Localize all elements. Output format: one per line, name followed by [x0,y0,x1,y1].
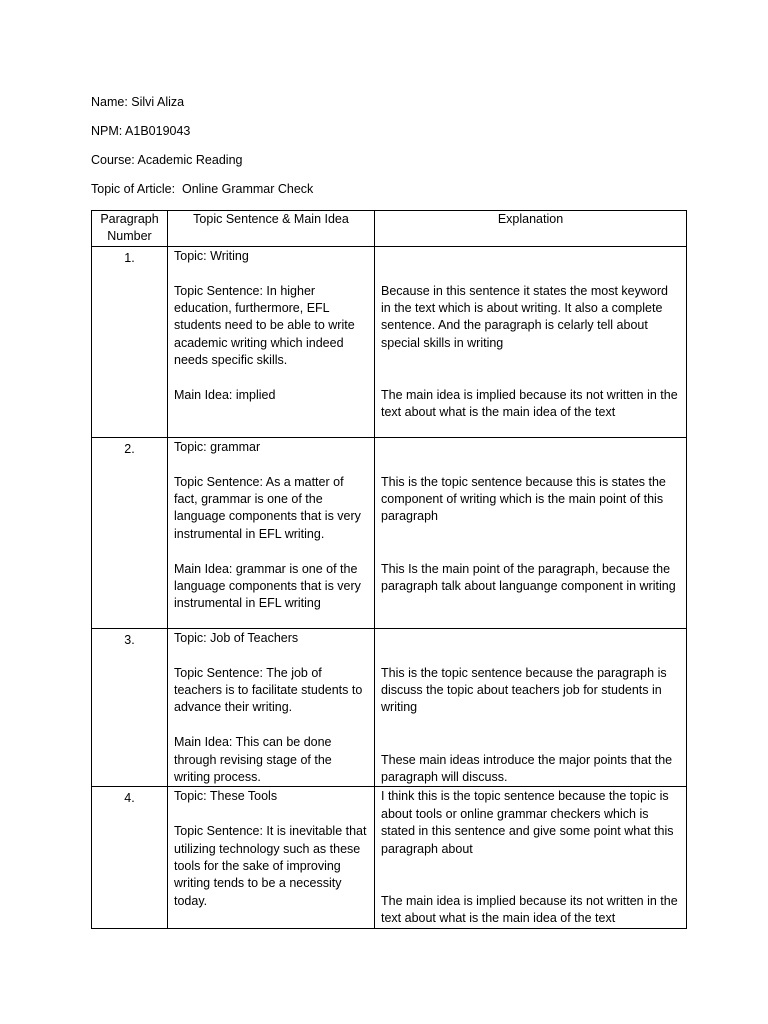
explanation-cell [375,628,687,787]
main-idea-text: Main Idea: implied [174,388,276,403]
header-topic-sentence-main-idea: Topic Sentence & Main Idea [168,211,375,247]
article-topic: Topic of Article: Online Grammar Check [91,182,314,196]
topic-sentence-text: Topic Sentence: The job of teachers is to facilitate students to advance their writing. [174,665,363,715]
topic-cell [168,437,375,628]
explanation-cell [375,246,687,437]
explanation-main-idea-text: The main idea is implied because its not written in the text about what is the main idea of the text [381,893,678,926]
header-paragraph-number: Paragraph Number [92,211,168,247]
explanation-main-idea-text: This Is the main point of the paragraph, because the paragraph talk about languange component in writing [381,561,676,593]
explanation-cell [375,787,687,928]
topic-sentence-text: Topic Sentence: In higher education, furthermore, EFL students need to be able to write academic writing which indeed needs specific skills. [174,283,355,368]
main-idea-text: Main Idea: grammar is one of the language components that is very instrumental in EFL writing [174,561,361,611]
topic-text: Topic: These Tools [174,789,278,804]
table-row [92,437,687,628]
table-row [92,787,687,928]
paragraph-number: 2. [92,437,168,628]
topic-text: Topic: Job of Teachers [174,630,299,645]
paragraph-number: 1. [92,246,168,437]
topic-text: Topic: grammar [174,439,261,454]
explanation-topic-text: This is the topic sentence because this is states the component of writing which is the main point of this paragraph [381,474,666,524]
explanation-topic-text: Because in this sentence it states the most keyword in the text which is about writing. It also a complete sentence. And the paragraph is celarly tell about special skills in writing [381,283,668,350]
main-idea-text: Main Idea: This can be done through revising stage of the writing process. [174,735,332,785]
table-row [92,246,687,437]
explanation-topic-text: I think this is the topic sentence because the topic is about tools or online grammar checkers which is stated in this sentence and give some point what this paragraph about [381,789,674,856]
student-npm: NPM: A1B019043 [91,124,191,138]
analysis-table [91,210,687,929]
topic-cell [168,628,375,787]
topic-sentence-text: Topic Sentence: It is inevitable that utilizing technology such as these tools for the sake of improving writing tends to be a necessity today. [174,824,367,908]
header-explanation: Explanation [375,211,687,247]
explanation-topic-text: This is the topic sentence because the paragraph is discuss the topic about teachers job for students in writing [381,665,667,715]
topic-cell [168,246,375,437]
topic-text: Topic: Writing [174,248,249,263]
paragraph-number: 3. [92,628,168,787]
student-name: Name: Silvi Aliza [91,95,185,109]
topic-cell [168,787,375,928]
course-name: Course: Academic Reading [91,153,243,167]
topic-sentence-text: Topic Sentence: As a matter of fact, grammar is one of the language components that is very instrumental in EFL writing. [174,474,361,541]
table-header-row [92,211,687,247]
explanation-main-idea-text: The main idea is implied because its not written in the text about what is the main idea of the text [381,388,678,420]
paragraph-number: 4. [92,787,168,928]
explanation-main-idea-text: These main ideas introduce the major points that the paragraph will discuss. [381,752,673,784]
explanation-cell [375,437,687,628]
table-row [92,628,687,787]
